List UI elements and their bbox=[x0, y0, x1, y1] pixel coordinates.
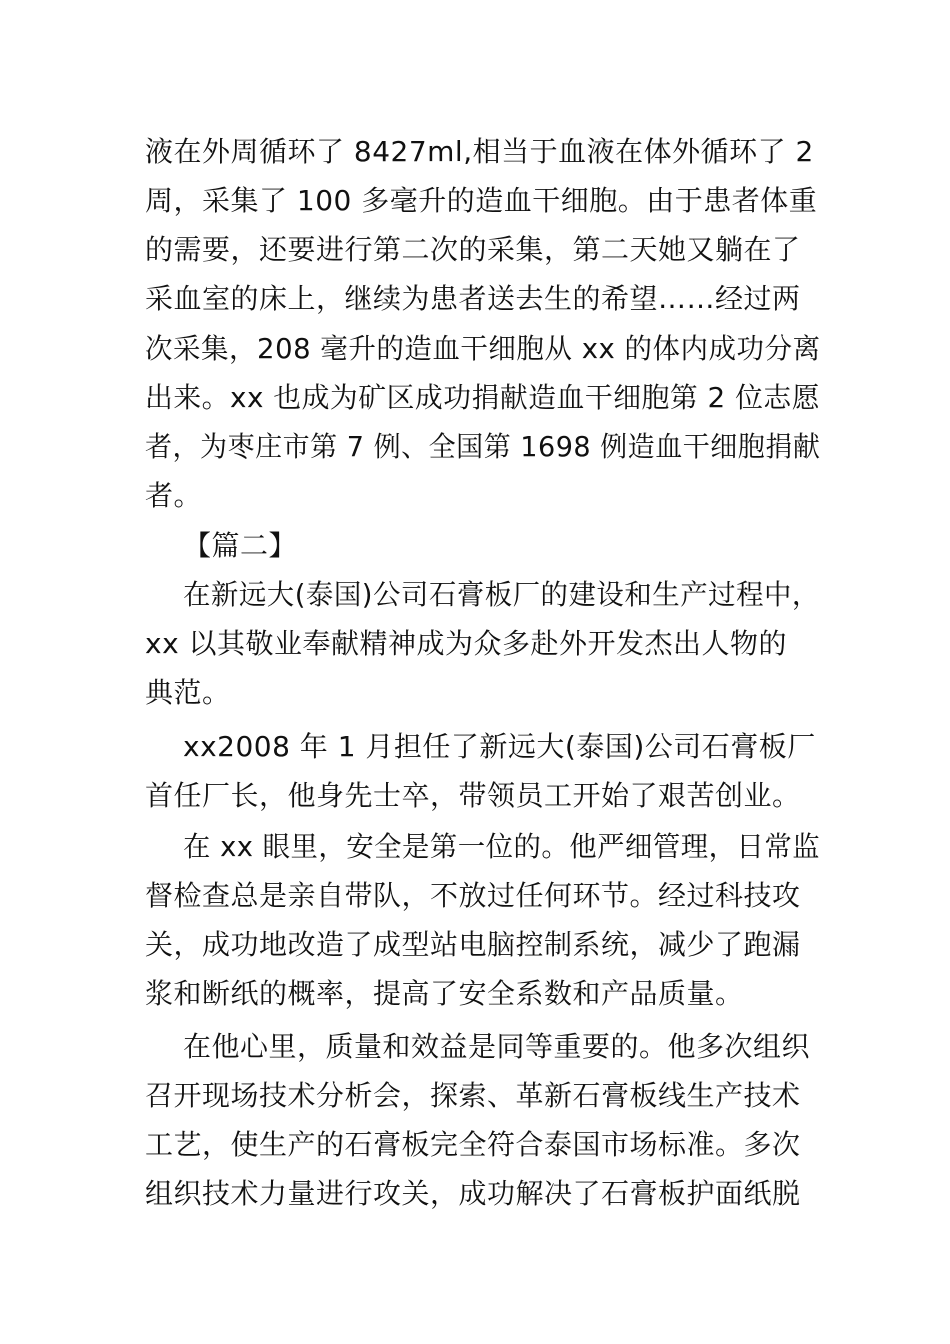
text-line: 次采集，208 毫升的造血干细胞从 xx 的体内成功分离 bbox=[145, 332, 821, 365]
paragraph-first-line: 在新远大(泰国)公司石膏板厂的建设和生产过程中， bbox=[183, 578, 820, 611]
text-line: 首任厂长，他身先士卒，带领员工开始了艰苦创业。 bbox=[145, 779, 801, 812]
section-heading: 【篇二】 bbox=[183, 529, 298, 562]
text-line: 浆和断纸的概率，提高了安全系数和产品质量。 bbox=[145, 977, 744, 1010]
text-line: 液在外周循环了 8427ml,相当于血液在体外循环了 2 bbox=[145, 135, 814, 168]
text-line: 者，为枣庄市第 7 例、全国第 1698 例造血干细胞捐献 bbox=[145, 430, 821, 463]
text-line: 出来。xx 也成为矿区成功捐献造血干细胞第 2 位志愿 bbox=[145, 381, 821, 414]
text-line: 督检查总是亲自带队，不放过任何环节。经过科技攻 bbox=[145, 879, 801, 912]
paragraph-first-line: 在他心里，质量和效益是同等重要的。他多次组织 bbox=[183, 1030, 811, 1063]
text-line: 工艺，使生产的石膏板完全符合泰国市场标准。多次 bbox=[145, 1128, 801, 1161]
text-line: 组织技术力量进行攻关，成功解决了石膏板护面纸脱 bbox=[145, 1177, 801, 1210]
text-line: 者。 bbox=[145, 479, 203, 512]
text-line: 关，成功地改造了成型站电脑控制系统，减少了跑漏 bbox=[145, 928, 801, 961]
text-line: 典范。 bbox=[145, 676, 231, 709]
text-line: 的需要，还要进行第二次的采集，第二天她又躺在了 bbox=[145, 233, 801, 266]
text-line: 召开现场技术分析会，探索、革新石膏板线生产技术 bbox=[145, 1079, 801, 1112]
text-line: 周，采集了 100 多毫升的造血干细胞。由于患者体重 bbox=[145, 184, 818, 217]
text-line: xx 以其敬业奉献精神成为众多赴外开发杰出人物的 bbox=[145, 627, 788, 660]
text-line: 采血室的床上，继续为患者送去生的希望……经过两 bbox=[145, 282, 801, 315]
paragraph-first-line: xx2008 年 1 月担任了新远大(泰国)公司石膏板厂 bbox=[183, 730, 816, 763]
paragraph-first-line: 在 xx 眼里，安全是第一位的。他严细管理，日常监 bbox=[183, 830, 821, 863]
